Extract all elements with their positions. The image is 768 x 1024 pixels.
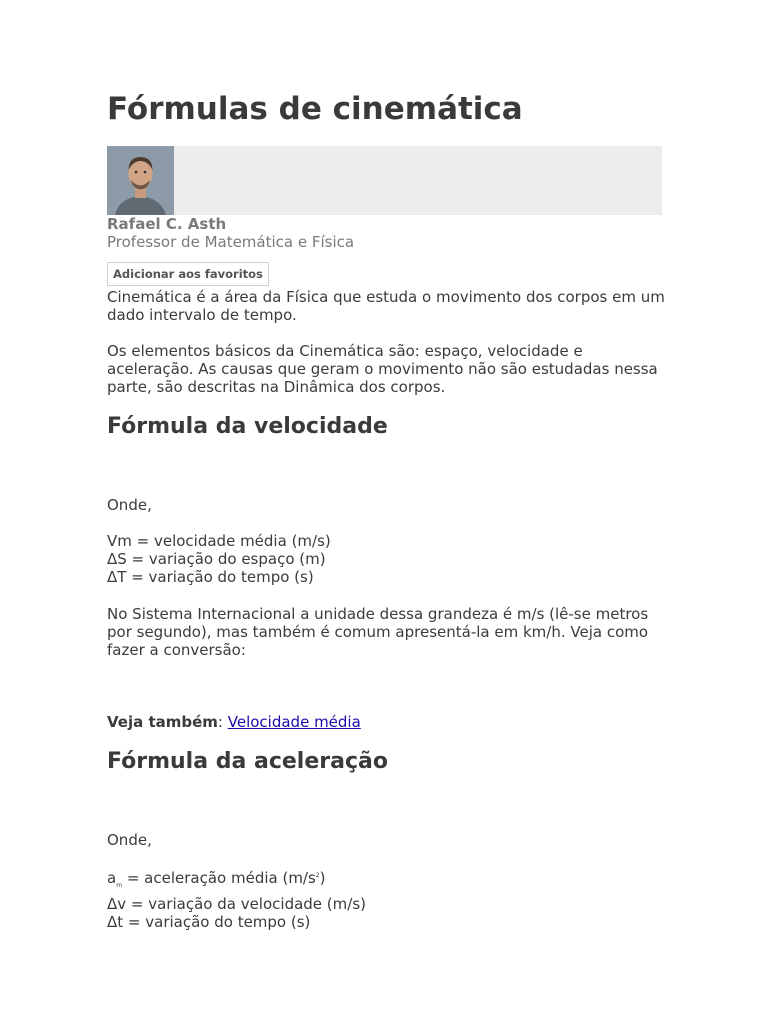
avatar-portrait-icon <box>107 146 174 215</box>
author-avatar <box>107 146 174 215</box>
add-to-favorites-button[interactable]: Adicionar aos favoritos <box>107 262 269 286</box>
definition-delta-t-accel: Δt = variação do tempo (s) <box>107 913 311 931</box>
intro-paragraph-1: Cinemática é a área da Física que estuda o movimento dos corpos em um dado intervalo de tempo. <box>107 288 665 324</box>
author-banner <box>107 146 662 215</box>
velocity-onde: Onde, <box>107 496 152 514</box>
definition-vm: Vm = velocidade média (m/s) <box>107 532 331 550</box>
acceleration-definitions <box>107 867 667 931</box>
definition-delta-s: ΔS = variação do espaço (m) <box>107 550 326 568</box>
definition-delta-v: Δv = variação da velocidade (m/s) <box>107 895 366 913</box>
intro-paragraph-2: Os elementos básicos da Cinemática são: espaço, velocidade e aceleração. As causas que geram o movimento não são estudadas nessa parte, são descritas na Dinâmica dos corpos. <box>107 342 658 396</box>
author-role: Professor de Matemática e Física <box>107 233 355 251</box>
acceleration-onde: Onde, <box>107 831 152 849</box>
author-name[interactable]: Rafael C. Asth <box>107 215 227 233</box>
page-title: Fórmulas de cinemática <box>107 91 523 127</box>
definition-am: $a_m$ = aceleração média $(m/s^2)$ <box>107 869 326 889</box>
velocity-unit-note: No Sistema Internacional a unidade dessa grandeza é m/s (lê-se metros por segundo), mas também é comum apresentá-la em km/h. Veja como fazer a conversão: <box>107 605 649 659</box>
see-also: Veja também: Velocidade média <box>107 713 361 731</box>
see-also-label: Veja também <box>107 713 218 731</box>
velocidade-media-link[interactable]: Velocidade média <box>227 713 361 731</box>
acceleration-heading: Fórmula da aceleração <box>107 749 388 774</box>
velocity-heading: Fórmula da velocidade <box>107 414 388 439</box>
definition-delta-t: ΔT = variação do tempo (s) <box>107 568 314 586</box>
velocity-definitions <box>107 532 667 586</box>
